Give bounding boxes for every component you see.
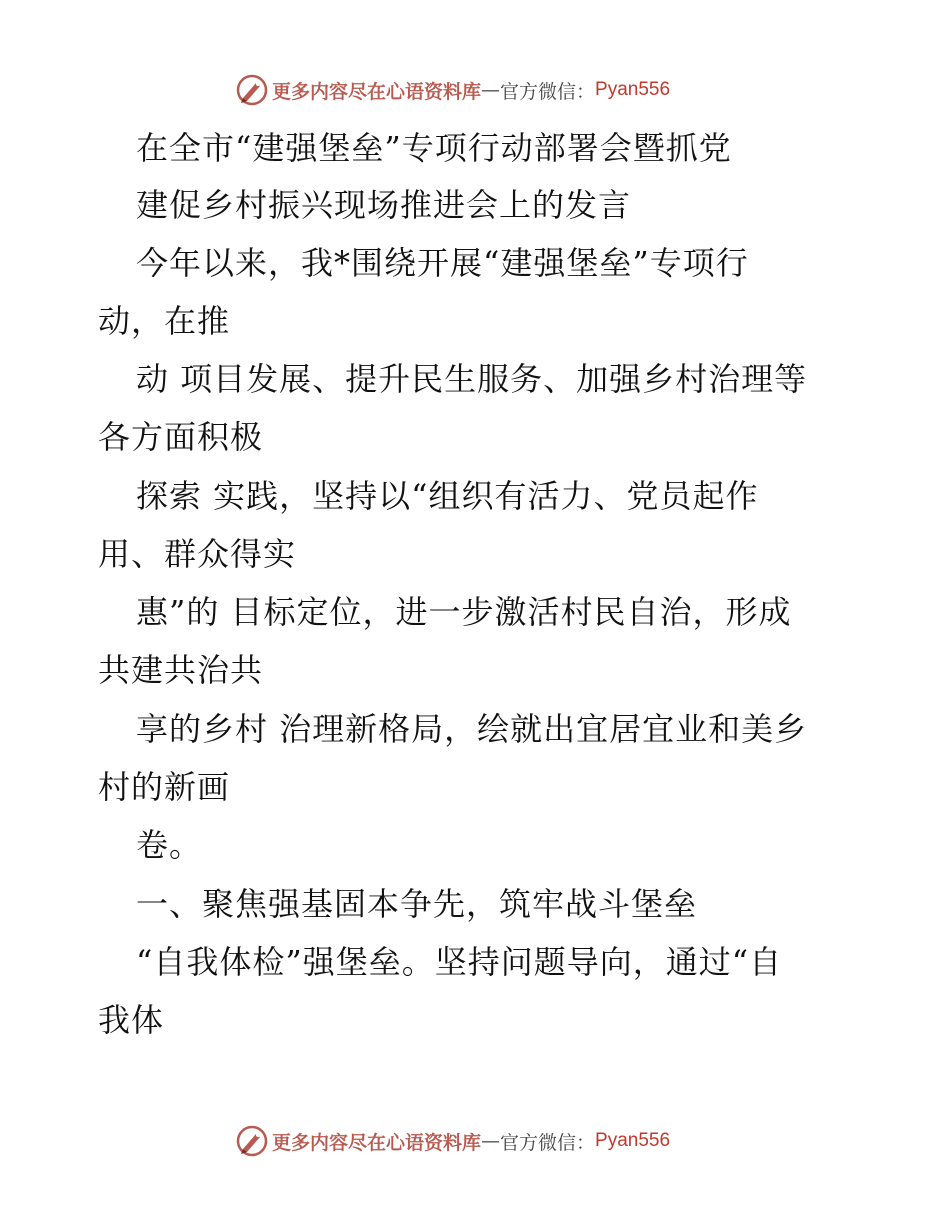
text-line: 用、群众得实	[98, 535, 297, 573]
watermark-prefix: 更多内容尽在心语资料库	[272, 80, 482, 103]
title-line-1: 在全市“建强堡垒”专项行动部署会暨抓党	[136, 129, 732, 167]
watermark-id: Pyan556	[595, 79, 671, 100]
text-line: 我体	[98, 1001, 165, 1039]
text-line: 动 项目发展、提升民生服务、加强乡村治理等	[136, 360, 808, 398]
watermark-contact: 官方微信：	[500, 80, 596, 103]
title-line-2: 建促乡村振兴现场推进会上的发言	[136, 186, 632, 224]
watermark-prefix: 更多内容尽在心语资料库	[272, 1131, 482, 1154]
watermark-dash: —	[481, 1130, 501, 1152]
text-line: 享的乡村 治理新格局，绘就出宜居宜业和美乡	[136, 710, 808, 748]
header-watermark	[236, 73, 670, 107]
text-line: 惠”的 目标定位，进一步激活村民自治，形成	[136, 593, 792, 631]
text-line: 动，在推	[98, 302, 231, 340]
text-line: 卷。	[136, 826, 203, 864]
pen-logo-icon	[236, 74, 268, 106]
text-line: 各方面积极	[98, 418, 264, 456]
pen-logo-icon	[236, 1125, 268, 1157]
text-line: 今年以来，我*围绕开展“建强堡垒”专项行	[136, 244, 749, 282]
watermark-id: Pyan556	[595, 1130, 671, 1151]
text-line: 村的新画	[98, 768, 231, 806]
text-line: 共建共治共	[98, 651, 264, 689]
text-line: 探索 实践，坚持以“组织有活力、党员起作	[136, 477, 759, 515]
footer-watermark	[236, 1124, 670, 1158]
text-line: “自我体检”强堡垒。坚持问题导向，通过“自	[136, 943, 783, 981]
watermark-dash: —	[481, 79, 501, 101]
watermark-contact: 官方微信：	[500, 1131, 596, 1154]
section-heading: 一、聚焦强基固本争先，筑牢战斗堡垒	[136, 885, 698, 923]
